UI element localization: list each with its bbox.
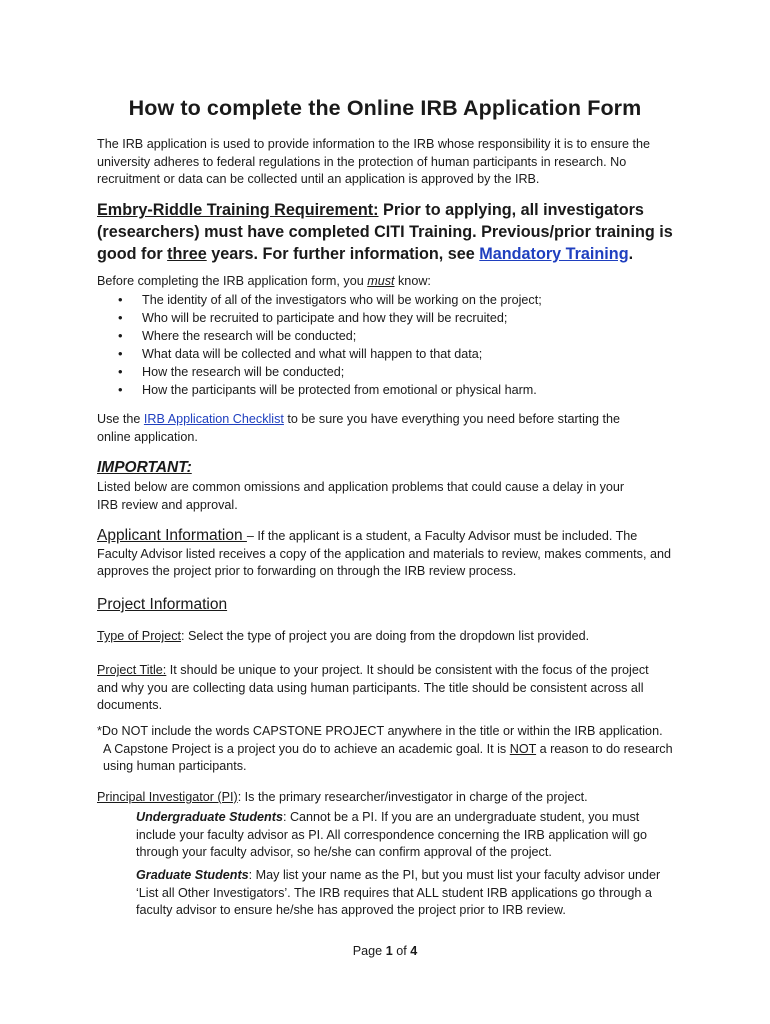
page-number: 1 (385, 944, 393, 958)
page-of: of (392, 944, 411, 958)
must-emphasis: must (367, 274, 395, 288)
important-label: IMPORTANT (97, 459, 187, 476)
list-item-text: The identity of all of the investigators who will be working on the project; (142, 293, 542, 307)
page-total: 4 (410, 944, 418, 958)
mandatory-training-link[interactable]: Mandatory Training (479, 245, 629, 263)
bullet-icon: • (118, 364, 123, 379)
list-item (97, 291, 542, 309)
type-label: Type of Project (97, 629, 181, 643)
list-item (97, 381, 542, 399)
requirements-list (97, 291, 542, 399)
intro-line: recruitment or data can be collected until an application is approved by the IRB. (97, 172, 540, 186)
graduate-text: : May list your name as the PI, but you must list your faculty advisor under (248, 868, 661, 882)
requirement-text: (researchers) must have completed CITI Training. Previous/prior training is (97, 223, 673, 241)
project-title-text: and why you are collecting data using human participants. The title should be consistent across all (97, 680, 644, 695)
list-item-text: Where the research will be conducted; (142, 329, 357, 343)
capstone-note (97, 723, 673, 776)
page-footer (0, 944, 770, 958)
graduate-text: ‘List all Other Investigators’. The IRB requires that ALL student IRB applications go through a (136, 885, 652, 900)
list-item (97, 327, 542, 345)
important-text: IRB review and approval. (97, 497, 238, 512)
requirement-text: . (628, 245, 634, 263)
page-label: Page (352, 944, 386, 958)
important-heading (97, 459, 192, 477)
list-item (97, 345, 542, 363)
project-title-text: documents. (97, 698, 163, 712)
project-title-text: It should be unique to your project. It should be consistent with the focus of the project (166, 663, 649, 677)
undergraduate-students (136, 809, 647, 862)
before-lead-text: Before completing the IRB application form, you (97, 274, 368, 288)
undergraduate-label: Undergraduate Students (136, 810, 283, 824)
important-colon: : (186, 459, 192, 476)
capstone-text: a reason to do research (536, 741, 673, 756)
bullet-icon: • (118, 382, 123, 397)
requirement-text: good for (97, 245, 168, 263)
checklist-text: to be sure you have everything you need before starting the (283, 412, 620, 426)
capstone-text: using human participants. (103, 759, 247, 773)
bullet-icon: • (118, 292, 123, 307)
training-requirement (97, 199, 673, 265)
capstone-emphasis: NOT (509, 741, 537, 756)
page-title: How to complete the Online IRB Application Form (128, 96, 642, 120)
before-lead (97, 273, 431, 291)
checklist-text: Use the (97, 412, 144, 426)
applicant-text: approves the project prior to forwarding on through the IRB review process. (97, 564, 517, 578)
graduate-label: Graduate Students (136, 868, 249, 882)
applicant-heading: Applicant Information (97, 527, 247, 544)
project-title-paragraph (97, 662, 649, 715)
before-lead-text: know: (394, 274, 431, 288)
requirement-emphasis: three (167, 245, 207, 263)
capstone-text: *Do NOT include the words CAPSTONE PROJECT anywhere in the title or within the IRB application. (97, 724, 663, 738)
requirement-heading: Embry-Riddle Training Requirement: (97, 201, 379, 219)
list-item-text: Who will be recruited to participate and how they will be recruited; (142, 311, 508, 325)
list-item-text: How the research will be conducted; (142, 365, 345, 379)
checklist-paragraph (97, 411, 620, 446)
pi-label: Principal Investigator (PI) (97, 790, 238, 804)
bullet-icon: • (118, 346, 123, 361)
undergraduate-text: : Cannot be a PI. If you are an undergraduate student, you must (282, 810, 640, 824)
applicant-text: – If the applicant is a student, a Faculty Advisor must be included. The (246, 529, 638, 543)
type-text: : Select the type of project you are doing from the dropdown list provided. (181, 629, 590, 643)
undergraduate-text: through your faculty advisor, so he/she can confirm approval of the project. (136, 845, 552, 859)
capstone-text: A Capstone Project is a project you do to achieve an academic goal. It is (103, 741, 510, 756)
bullet-icon: • (118, 328, 123, 343)
intro-line: The IRB application is used to provide information to the IRB whose responsibility it is to ensure the (97, 137, 651, 151)
requirement-text: Prior to applying, all investigators (378, 201, 644, 219)
checklist-text: online application. (97, 429, 198, 444)
list-item-text: How the participants will be protected from emotional or physical harm. (142, 383, 537, 397)
irb-checklist-link[interactable]: IRB Application Checklist (143, 412, 284, 426)
type-of-project (97, 628, 589, 646)
principal-investigator (97, 789, 588, 807)
pi-text: : Is the primary researcher/investigator in charge of the project. (237, 790, 588, 804)
requirement-text: years. For further information, see (206, 245, 480, 263)
applicant-section (97, 527, 671, 581)
list-item-text: What data will be collected and what will happen to that data; (142, 347, 483, 361)
intro-paragraph (97, 136, 650, 189)
graduate-students (136, 867, 660, 920)
bullet-icon: • (118, 310, 123, 325)
important-paragraph (97, 479, 624, 514)
project-heading: Project Information (97, 596, 228, 613)
applicant-text: Faculty Advisor listed receives a copy of the application and materials to review, makes comments, and (97, 546, 671, 561)
list-item (97, 309, 542, 327)
list-item (97, 363, 542, 381)
important-text: Listed below are common omissions and application problems that could cause a delay in your (97, 480, 625, 494)
undergraduate-text: include your faculty advisor as PI. All correspondence concerning the IRB application will go (136, 827, 648, 842)
project-title-label: Project Title: (97, 663, 167, 677)
intro-line: university adheres to federal regulations in the protection of human participants in research. No (97, 154, 627, 169)
graduate-text: faculty advisor to ensure he/she has approved the project prior to IRB review. (136, 903, 566, 917)
